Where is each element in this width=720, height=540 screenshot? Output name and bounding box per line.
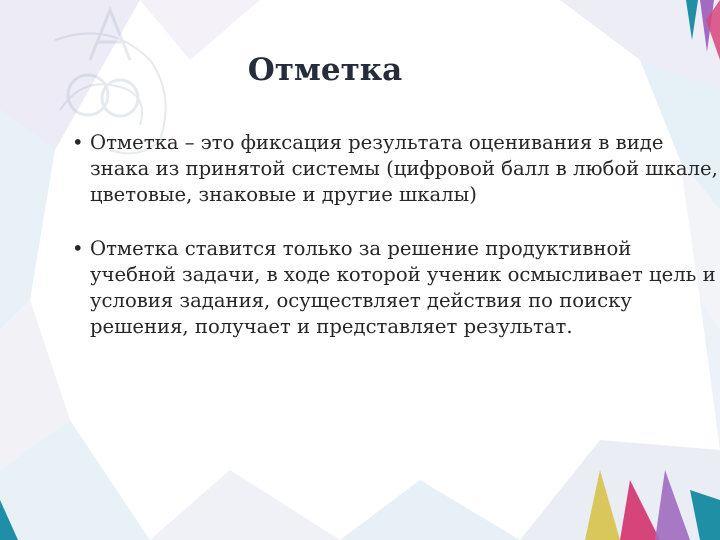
bg-facet [340,480,520,540]
bullet-item [72,130,720,208]
slide-title: Отметка [247,52,403,88]
bullet-marker: • [72,131,84,154]
bullet-marker: • [72,237,84,260]
bg-facet [140,0,260,60]
bullet-text: Отметка – это фиксация результата оценивания в виде знака из принятой системы (цифровой балл в любой шкале, цветовые, знаковые и другие шкалы) [90,131,718,206]
bullet-item [72,236,720,340]
bg-facet [150,470,340,540]
bullet-text: Отметка ставится только за решение продуктивной учебной задачи, в ходе которой ученик осмысливает цель и условия задания, осуществляет действия по поиску решения, получает и представляет результат. [90,237,716,338]
bullet-list [72,130,720,340]
